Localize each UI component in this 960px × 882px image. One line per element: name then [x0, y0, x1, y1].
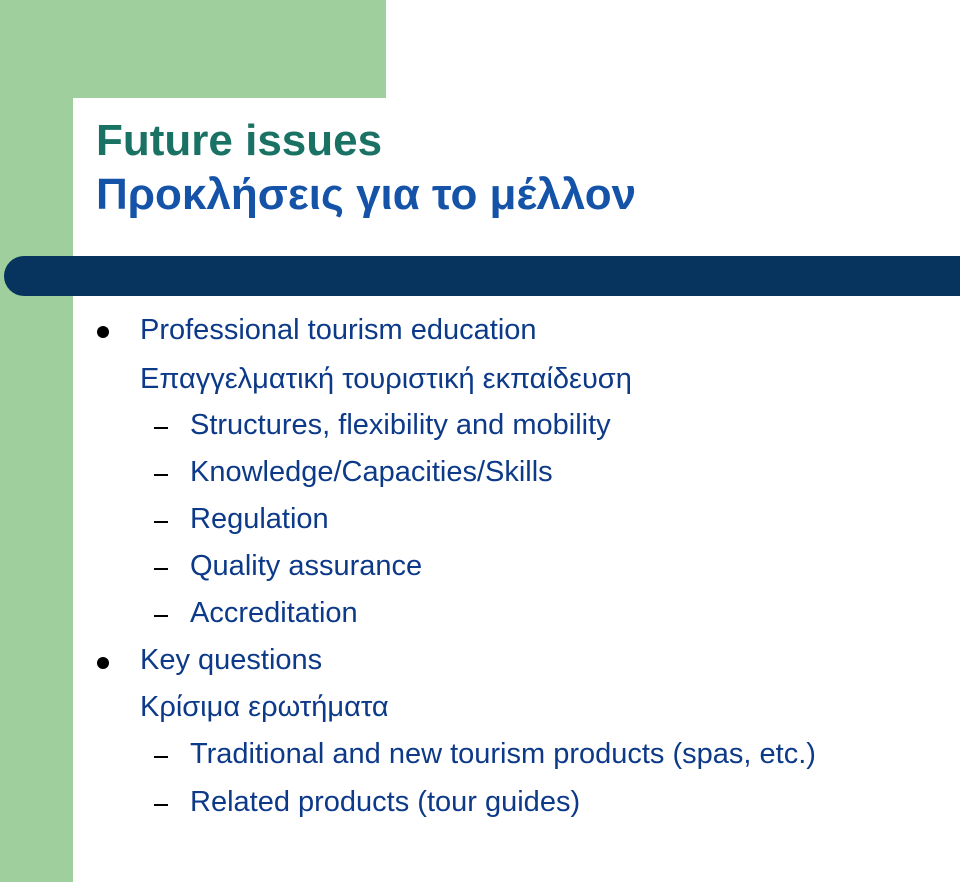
- dash-icon: [154, 804, 168, 806]
- dash-icon: [154, 615, 168, 617]
- list-item: Structures, flexibility and mobility: [190, 409, 611, 441]
- dash-icon: [154, 474, 168, 476]
- list-item: Traditional and new tourism products (spas, etc.): [190, 738, 816, 770]
- section-heading-greek: Κρίσιμα ερωτήματα: [140, 691, 389, 723]
- top-green-frame: [73, 0, 386, 98]
- dash-icon: [154, 568, 168, 570]
- title-divider-bar: [4, 256, 960, 296]
- list-item: Quality assurance: [190, 550, 423, 582]
- slide-title-greek: Προκλήσεις για το μέλλον: [96, 170, 637, 219]
- list-item: Accreditation: [190, 597, 358, 629]
- list-item: Knowledge/Capacities/Skills: [190, 456, 553, 488]
- dash-icon: [154, 756, 168, 758]
- section-heading: Key questions: [140, 644, 323, 676]
- dash-icon: [154, 521, 168, 523]
- bullet-icon: [97, 326, 109, 338]
- list-item: Regulation: [190, 503, 329, 535]
- bullet-icon: [97, 657, 109, 669]
- dash-icon: [154, 427, 168, 429]
- section-heading-greek: Επαγγελματική τουριστική εκπαίδευση: [140, 363, 632, 395]
- slide-title-english: Future issues: [96, 116, 383, 165]
- left-green-frame: [0, 0, 73, 882]
- section-heading: Professional tourism education: [140, 314, 537, 346]
- list-item: Related products (tour guides): [190, 786, 581, 818]
